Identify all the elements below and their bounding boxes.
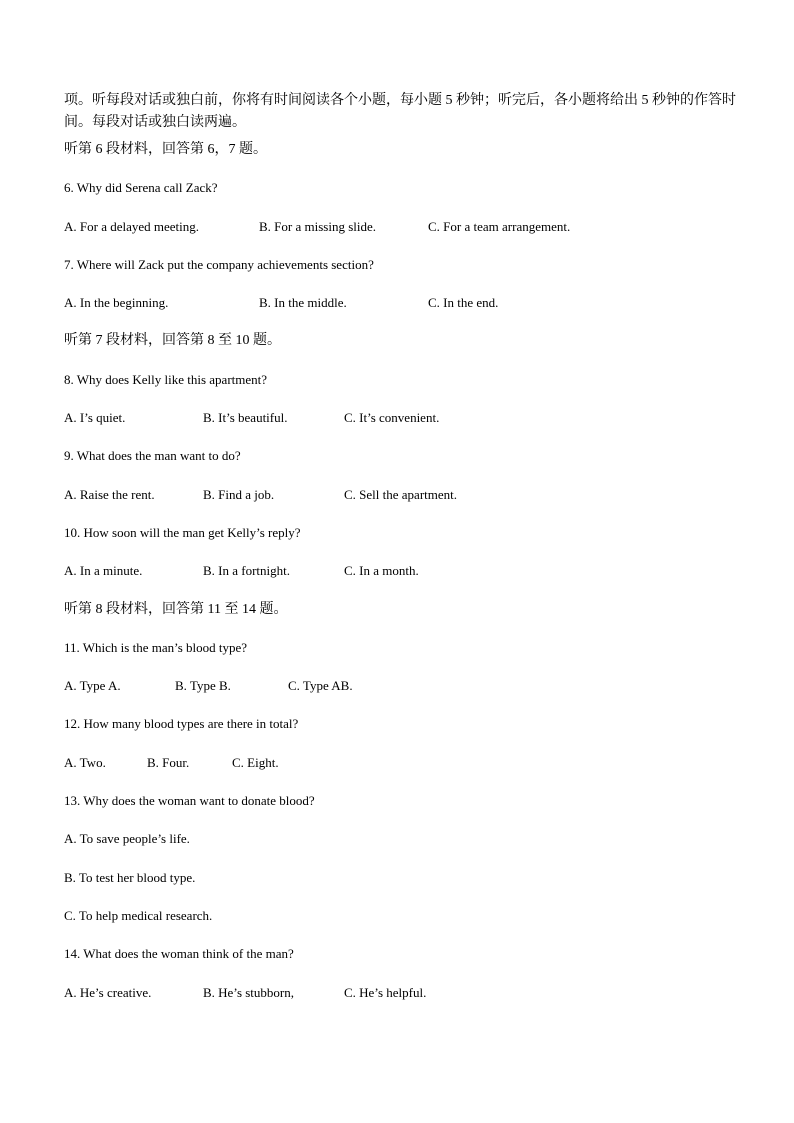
instructions-paragraph: 项。听每段对话或独白前，你将有时间阅读各个小题，每小题 5 秒钟；听完后，各小题将给出 5 秒钟的作答时间。每段对话或独白读两遍。 (64, 93, 736, 130)
answer-option: C. In a month. (344, 563, 419, 579)
question-stem: 12. How many blood types are there in total? (64, 716, 299, 732)
answer-option: C. It’s convenient. (344, 410, 440, 426)
answer-options-row (64, 829, 744, 867)
answer-options-row (64, 293, 744, 331)
exam-page (64, 90, 744, 1021)
answer-option: C. Type AB. (288, 678, 353, 694)
answer-option: B. For a missing slide. (259, 218, 377, 234)
answer-option: B. To test her blood type. (64, 869, 196, 885)
answer-options-row (64, 485, 744, 523)
answer-option: C. In the end. (428, 295, 499, 311)
answer-options-row (64, 561, 744, 599)
answer-option: A. He’s creative. (64, 984, 152, 1000)
question-list (64, 140, 744, 1021)
answer-options-row (64, 906, 744, 944)
answer-option: A. I’s quiet. (64, 410, 126, 426)
answer-options-row (64, 868, 744, 906)
answer-option: B. In a fortnight. (203, 563, 291, 579)
question-stem: 10. How soon will the man get Kelly’s reply? (64, 524, 301, 540)
question-stem: 8. Why does Kelly like this apartment? (64, 371, 268, 387)
answer-option: B. Type B. (175, 678, 231, 694)
answer-option: C. Sell the apartment. (344, 486, 458, 502)
question-stem: 13. Why does the woman want to donate blood? (64, 793, 315, 809)
answer-option: A. To save people’s life. (64, 831, 190, 847)
answer-option: A. Two. (64, 754, 106, 770)
question-stem: 7. Where will Zack put the company achievements section? (64, 256, 374, 272)
answer-options-row (64, 753, 744, 791)
answer-option: B. Four. (147, 754, 190, 770)
answer-options-row (64, 217, 744, 255)
answer-options-row (64, 676, 744, 714)
section-heading: 听第 6 段材料，回答第 6，7 题。 (64, 142, 267, 157)
answer-option: B. He’s stubborn, (203, 984, 294, 1000)
answer-option: A. Raise the rent. (64, 486, 155, 502)
answer-option: B. Find a job. (203, 486, 275, 502)
answer-option: C. For a team arrangement. (428, 218, 571, 234)
question-stem: 6. Why did Serena call Zack? (64, 180, 218, 196)
question-stem: 14. What does the woman think of the man? (64, 946, 294, 962)
answer-option: A. In a minute. (64, 563, 143, 579)
answer-option: A. In the beginning. (64, 295, 169, 311)
section-heading: 听第 7 段材料，回答第 8 至 10 题。 (64, 333, 281, 349)
answer-option: A. For a delayed meeting. (64, 218, 200, 234)
section-heading: 听第 8 段材料，回答第 11 至 14 题。 (64, 601, 288, 617)
answer-option: B. It’s beautiful. (203, 410, 288, 426)
answer-option: A. Type A. (64, 678, 121, 694)
answer-option: B. In the middle. (259, 295, 347, 311)
answer-options-row (64, 408, 744, 446)
answer-option: C. He’s helpful. (344, 984, 427, 1000)
question-stem: 9. What does the man want to do? (64, 448, 241, 464)
answer-option: C. Eight. (232, 754, 279, 770)
answer-options-row (64, 983, 744, 1021)
question-stem: 11. Which is the man’s blood type? (64, 639, 248, 655)
answer-option: C. To help medical research. (64, 907, 213, 923)
